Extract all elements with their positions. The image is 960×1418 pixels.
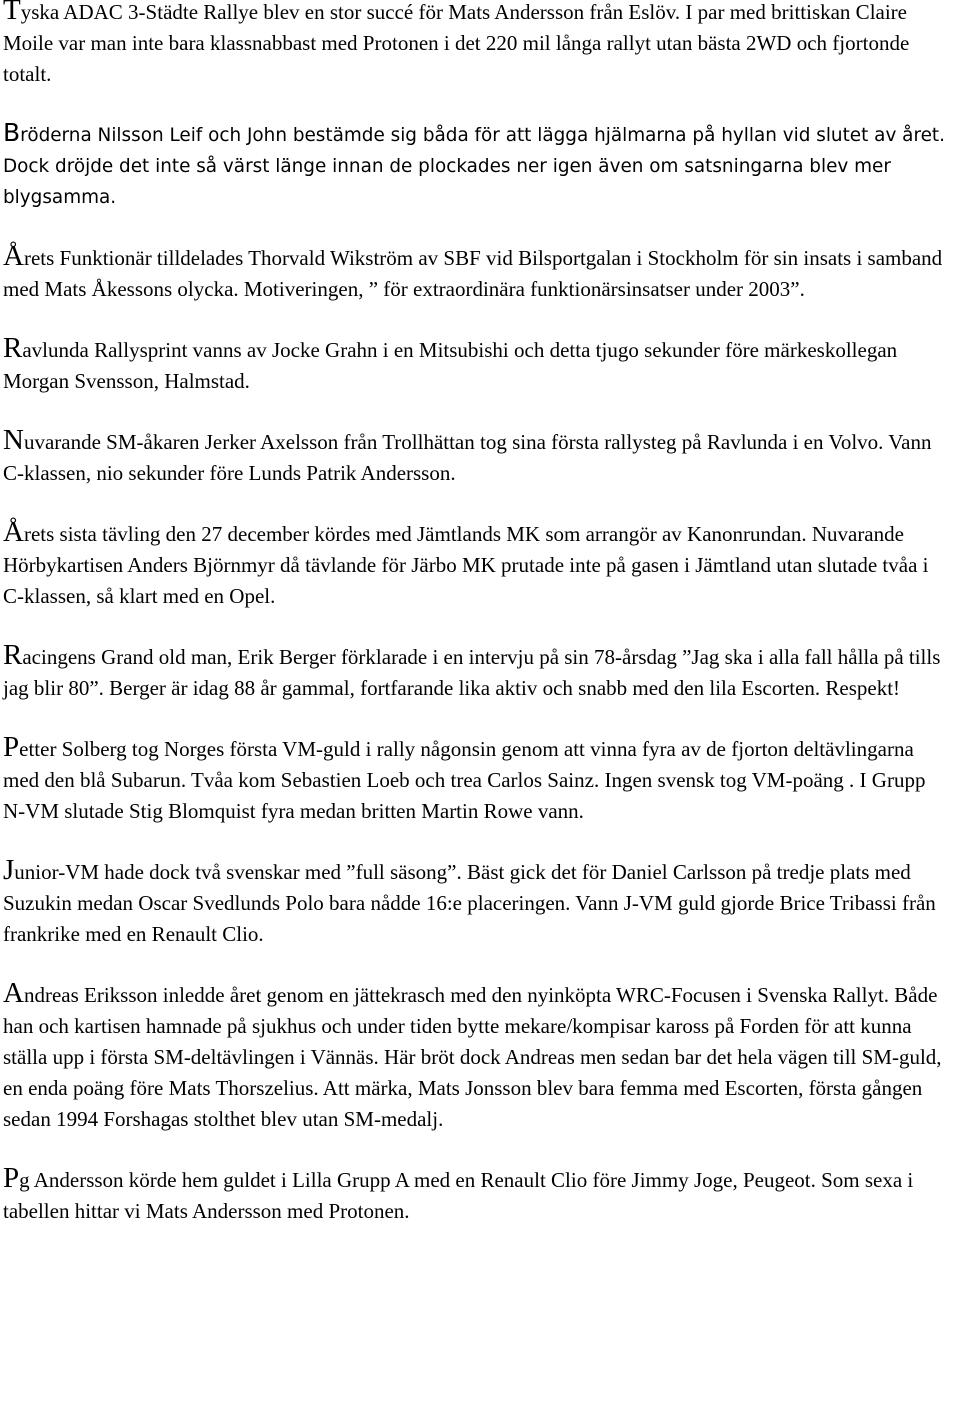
drop-initial: N xyxy=(3,424,24,456)
paragraph-text: rets sista tävling den 27 december kördes med Jämtlands MK som arrangör av Kanonrundan. Nuvarande Hörbykartisen Anders Björnmyr då tävlande för Järbo MK prutade inte på gasen i Jämtland utan slutade tvåa i C-klassen, så klart med en Opel. xyxy=(3,522,929,608)
paragraph-pg-andersson xyxy=(3,1162,952,1227)
paragraph-ravlunda-rallysprint xyxy=(3,332,952,397)
drop-initial: A xyxy=(3,977,24,1009)
drop-initial: R xyxy=(3,332,23,364)
paragraph-text: uvarande SM-åkaren Jerker Axelsson från Trollhättan tog sina första rallysteg på Ravlunda i en Volvo. Vann C-klassen, nio sekunder före Lunds Patrik Andersson. xyxy=(3,430,932,485)
paragraph-text: unior-VM hade dock två svenskar med ”full säsong”. Bäst gick det för Daniel Carlsson på tredje plats med Suzukin medan Oscar Svedlunds Polo bara nådde 16:e placeringen. Vann J-VM guld gjorde Brice Tribassi från frankrike med en Renault Clio. xyxy=(3,860,936,946)
paragraph-andreas-eriksson xyxy=(3,977,952,1135)
drop-initial: R xyxy=(3,639,23,671)
paragraph-text: yska ADAC 3-Städte Rallye blev en stor succé för Mats Andersson från Eslöv. I par med brittiskan Claire Moile var man inte bara klassnabbast med Protonen i det 220 mil långa rallyt utan bästa 2WD och fjortonde totalt. xyxy=(3,0,910,86)
paragraph-arets-sista-tavling xyxy=(3,516,952,612)
drop-initial: P xyxy=(3,1162,20,1194)
drop-initial: T xyxy=(3,0,21,26)
drop-initial: Å xyxy=(3,240,24,272)
paragraph-text: röderna Nilsson Leif och John bestämde sig båda för att lägga hjälmarna på hyllan vid slutet av året. Dock dröjde det inte så värst länge innan de plockades ner igen även om satsningarna blev mer blygsamma. xyxy=(3,125,945,208)
drop-initial: J xyxy=(3,854,15,886)
paragraph-junior-vm xyxy=(3,854,952,950)
paragraph-arets-funktionar xyxy=(3,240,952,305)
paragraph-adac-rallye xyxy=(3,0,952,90)
drop-initial: B xyxy=(3,118,21,147)
drop-initial: P xyxy=(3,731,20,763)
paragraph-text: avlunda Rallysprint vanns av Jocke Grahn i en Mitsubishi och detta tjugo sekunder före märkeskollegan Morgan Svensson, Halmstad. xyxy=(3,338,898,393)
paragraph-petter-solberg xyxy=(3,731,952,827)
paragraph-text: rets Funktionär tilldelades Thorvald Wikström av SBF vid Bilsportgalan i Stockholm för sin insats i samband med Mats Åkessons olycka. Motiveringen, ” för extraordinära funktionärsinsatser under 2003”. xyxy=(3,246,943,301)
paragraph-nuvarande-sm-akaren xyxy=(3,424,952,489)
paragraph-text: ndreas Eriksson inledde året genom en jättekrasch med den nyinköpta WRC-Focusen i Svenska Rallyt. Både han och kartisen hamnade på sjukhus och under tiden bytte mekare/kompisar kaross på Forden för att kunna ställa upp i första SM-deltävlingen i Vännäs. Här bröt dock Andreas men sedan bar det hela vägen till SM-guld, en enda poäng före Mats Thorszelius. Att märka, Mats Jonsson blev bara femma med Escorten, första gången sedan 1994 Forshagas stolthet blev utan SM-medalj. xyxy=(3,983,942,1131)
paragraph-broderna-nilsson xyxy=(3,120,952,213)
drop-initial: Å xyxy=(3,516,24,548)
paragraph-text: etter Solberg tog Norges första VM-guld i rally någonsin genom att vinna fyra av de fjorton deltävlingarna med den blå Subarun. Tvåa kom Sebastien Loeb och trea Carlos Sainz. Ingen svensk tog VM-poäng . I Grupp N-VM slutade Stig Blomquist fyra medan britten Martin Rowe vann. xyxy=(3,737,926,823)
paragraph-text: acingens Grand old man, Erik Berger förklarade i en intervju på sin 78-årsdag ”Jag ska i alla fall hålla på tills jag blir 80”. Berger är idag 88 år gammal, fortfarande lika aktiv och snabb med den lila Escorten. Respekt! xyxy=(3,645,941,700)
paragraph-racingens-grand-old-man xyxy=(3,639,952,704)
paragraph-text: g Andersson körde hem guldet i Lilla Grupp A med en Renault Clio före Jimmy Joge, Peugeot. Som sexa i tabellen hittar vi Mats Andersson med Protonen. xyxy=(3,1168,914,1223)
